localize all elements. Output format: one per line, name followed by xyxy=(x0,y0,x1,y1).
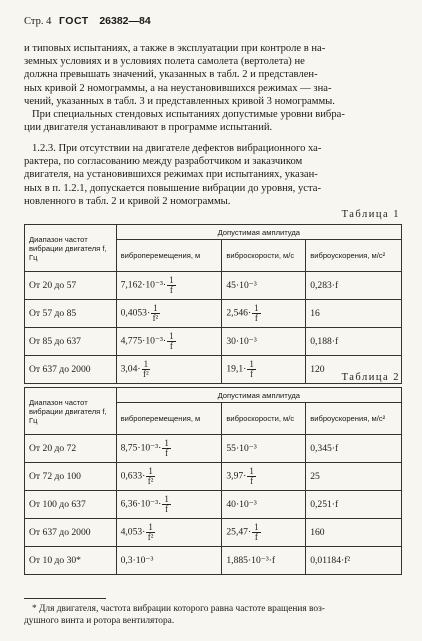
footnote-line: * Для двигателя, частота вибрации которого равна частоте вращения воз- xyxy=(32,604,325,614)
standard-number: 26382—84 xyxy=(99,15,151,27)
fraction: $\frac{1}{f}$ xyxy=(249,466,254,486)
cell-velocity: 1,885·10⁻³·f xyxy=(222,547,306,575)
header-frequency-range: Диапазон частот вибрации двигателя f, Гц xyxy=(25,388,117,435)
cell-displacement: 6,36·10⁻³· $\frac{1}{f}$ xyxy=(116,491,222,519)
table-row xyxy=(25,463,402,491)
fraction: $\frac{1}{f}$ xyxy=(254,303,259,323)
cell-acceleration: 0,283·f xyxy=(306,272,402,300)
text-line: земных условиях и в условиях полета самолета (вертолета) не xyxy=(24,56,305,68)
text-line: двигателя, на установившихся режимах при испытаниях, указан- xyxy=(24,169,318,181)
cell-acceleration: 16 xyxy=(306,300,402,328)
cell-range: От 637 до 2000 xyxy=(25,519,117,547)
fraction: $\frac{1}{f}$ xyxy=(169,331,174,351)
cell-range: От 100 до 637 xyxy=(25,491,117,519)
cell-velocity: 55·10⁻³ xyxy=(222,435,306,463)
cell-displacement: 0,3·10⁻³ xyxy=(116,547,222,575)
cell-displacement: 8,75·10⁻³· $\frac{1}{f}$ xyxy=(116,435,222,463)
page-number: Стр. 4 xyxy=(24,16,52,27)
cell-displacement: 4,053· $\frac{1}{\text{f²}}$ xyxy=(116,519,222,547)
table-row xyxy=(25,547,402,575)
fraction: $\frac{1}{f}$ xyxy=(169,275,174,295)
cell-acceleration: 25 xyxy=(306,463,402,491)
cell-acceleration: 160 xyxy=(306,519,402,547)
cell-range: От 85 до 637 xyxy=(25,328,117,356)
header-velocity: виброскорости, м/с xyxy=(222,240,306,272)
text-line: ции двигателя устанавливают в программе испытаний. xyxy=(24,122,273,134)
table-row xyxy=(25,519,402,547)
header-frequency-range: Диапазон частот вибрации двигателя f, Гц xyxy=(25,225,117,272)
text-line: и типовых испытаниях, а также в эксплуатации при контроле в на- xyxy=(24,43,326,54)
text-line: ных в п. 1.2.1, допускается повышение вибрации до уровня, уста- xyxy=(24,182,321,194)
cell-acceleration: 0,188·f xyxy=(306,328,402,356)
standard-label: ГОСТ xyxy=(58,15,89,27)
text-line: новленного в табл. 2 и кривой 2 номограммы. xyxy=(24,195,231,207)
fraction: $\frac{1}{\text{f²}}$ xyxy=(142,359,149,379)
text-line: При специальных стендовых испытаниях допустимые уровни вибра- xyxy=(32,109,345,121)
table-2-caption: Таблица 2 xyxy=(341,372,400,383)
cell-displacement: 0,4053· $\frac{1}{\text{f²}}$ xyxy=(116,300,222,328)
cell-velocity: 2,546· $\frac{1}{f}$ xyxy=(222,300,306,328)
text-line: 1.2.3. При отсутствии на двигателе дефектов вибрационного ха- xyxy=(32,143,322,154)
text-line: рактера, по согласованию между разработчиком и заказчиком xyxy=(24,156,303,168)
paragraph-2 xyxy=(24,142,402,208)
header-displacement: виброперемещения, м xyxy=(116,403,222,435)
text-line: чений, указанных в табл. 3 и представленных кривой 3 номограммы. xyxy=(24,95,335,107)
table-1-caption: Таблица 1 xyxy=(341,209,400,220)
cell-acceleration: 120 xyxy=(306,356,402,384)
header-allowed-amplitude: Допустимая амплитуда xyxy=(116,388,401,403)
fraction: $\frac{1}{\text{f²}}$ xyxy=(147,466,154,486)
fraction: $\frac{1}{f}$ xyxy=(254,522,259,542)
table-1 xyxy=(24,224,402,384)
cell-acceleration: 0,251·f xyxy=(306,491,402,519)
cell-velocity: 19,1· $\frac{1}{f}$ xyxy=(222,356,306,384)
cell-range: От 72 до 100 xyxy=(25,463,117,491)
cell-range: От 57 до 85 xyxy=(25,300,117,328)
cell-displacement: 0,633· $\frac{1}{\text{f²}}$ xyxy=(116,463,222,491)
cell-range: От 20 до 57 xyxy=(25,272,117,300)
header-acceleration: виброускорения, м/с² xyxy=(306,240,402,272)
fraction: $\frac{1}{f}$ xyxy=(164,494,169,514)
fraction: $\frac{1}{f}$ xyxy=(164,438,169,458)
table-row xyxy=(25,272,402,300)
fraction: $\frac{1}{f}$ xyxy=(249,359,254,379)
table-2 xyxy=(24,387,402,575)
cell-acceleration: 0,345·f xyxy=(306,435,402,463)
table-row xyxy=(25,435,402,463)
cell-velocity: 45·10⁻³ xyxy=(222,272,306,300)
cell-range: От 637 до 2000 xyxy=(25,356,117,384)
page-header xyxy=(24,15,151,27)
cell-velocity: 25,47· $\frac{1}{f}$ xyxy=(222,519,306,547)
cell-range: От 20 до 72 xyxy=(25,435,117,463)
text-line: ных кривой 2 номограммы, а на неустановившихся режимах — зна- xyxy=(24,82,332,94)
table-row xyxy=(25,491,402,519)
cell-range: От 10 до 30* xyxy=(25,547,117,575)
paragraph-1 xyxy=(24,42,402,134)
header-acceleration: виброускорения, м/с² xyxy=(306,403,402,435)
header-allowed-amplitude: Допустимая амплитуда xyxy=(116,225,401,240)
header-displacement: виброперемещения, м xyxy=(116,240,222,272)
cell-acceleration: 0,01184·f² xyxy=(306,547,402,575)
footnote-rule xyxy=(24,598,106,599)
table-row xyxy=(25,328,402,356)
cell-velocity: 30·10⁻³ xyxy=(222,328,306,356)
footnote xyxy=(24,603,402,627)
fraction: $\frac{1}{\text{f²}}$ xyxy=(152,303,159,323)
fraction: $\frac{1}{\text{f²}}$ xyxy=(147,522,154,542)
cell-displacement: 4,775·10⁻³· $\frac{1}{f}$ xyxy=(116,328,222,356)
footnote-line: душного винта и ротора вентилятора. xyxy=(24,616,175,626)
cell-displacement: 3,04· $\frac{1}{\text{f²}}$ xyxy=(116,356,222,384)
cell-displacement: 7,162·10⁻³· $\frac{1}{f}$ xyxy=(116,272,222,300)
cell-velocity: 3,97· $\frac{1}{f}$ xyxy=(222,463,306,491)
cell-velocity: 40·10⁻³ xyxy=(222,491,306,519)
header-velocity: виброскорости, м/с xyxy=(222,403,306,435)
table-row xyxy=(25,300,402,328)
text-line: должна превышать значений, указанных в табл. 2 и представлен- xyxy=(24,69,318,81)
